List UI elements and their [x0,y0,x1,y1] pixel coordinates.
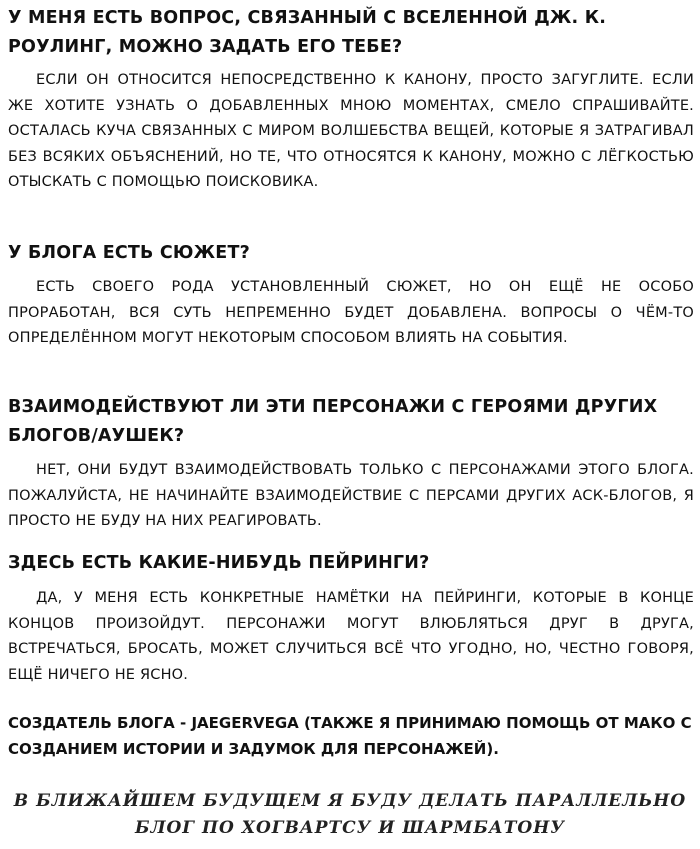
faq-question-4: ЗДЕСЬ ЕСТЬ КАКИЕ-НИБУДЬ ПЕЙРИНГИ? [8,553,430,573]
faq-answer-1: ЕСЛИ ОН ОТНОСИТСЯ НЕПОСРЕДСТВЕННО К КАНОНУ, ПРОСТО ЗАГУГЛИТЕ. ЕСЛИ ЖЕ ХОТИТЕ УЗНАТЬ О ДОБАВЛЕННЫХ МНОЮ МОМЕНТАХ, СМЕЛО СПРАШИВАЙТЕ. ОСТАЛАСЬ КУЧА СВЯЗАННЫХ С МИРОМ ВОЛШЕБСТВА ВЕЩЕЙ, КОТОРЫЕ Я ЗАТРАГИВАЛ БЕЗ ВСЯКИХ ОБЪЯСНЕНИЙ, НО ТЕ, ЧТО ОТНОСЯТСЯ К КАНОНУ, МОЖНО С ЛЁГКОСТЬЮ ОТЫСКАТЬ С ПОМОЩЬЮ ПОИСКОВИКА. [8,72,694,190]
blog-credit: СОЗДАТЕЛЬ БЛОГА - JAEGERVEGA (ТАКЖЕ Я ПРИНИМАЮ ПОМОЩЬ ОТ МАКО С СОЗДАНИЕМ ИСТОРИИ И ЗАДУМОК ДЛЯ ПЕРСОНАЖЕЙ). [8,714,692,758]
faq-question-3: ВЗАИМОДЕЙСТВУЮТ ЛИ ЭТИ ПЕРСОНАЖИ С ГЕРОЯМИ ДРУГИХ БЛОГОВ/АУШЕК? [8,397,658,446]
faq-answer-4: ДА, У МЕНЯ ЕСТЬ КОНКРЕТНЫЕ НАМЁТКИ НА ПЕЙРИНГИ, КОТОРЫЕ В КОНЦЕ КОНЦОВ ПРОИЗОЙДУТ. ПЕРСОНАЖИ МОГУТ ВЛЮБЛЯТЬСЯ ДРУГ В ДРУГА, ВСТРЕЧАТЬСЯ, БРОСАТЬ, МОЖЕТ СЛУЧИТЬСЯ ВСЁ ЧТО УГОДНО, НО, ЧЕСТНО ГОВОРЯ, ЕЩЁ НИЧЕГО НЕ ЯСНО. [8,590,694,683]
faq-answer-2: ЕСТЬ СВОЕГО РОДА УСТАНОВЛЕННЫЙ СЮЖЕТ, НО ОН ЕЩЁ НЕ ОСОБО ПРОРАБОТАН, ВСЯ СУТЬ НЕПРЕМЕННО БУДЕТ ДОБАВЛЕНА. ВОПРОСЫ О ЧЁМ-ТО ОПРЕДЕЛЁННОМ МОГУТ НЕКОТОРЫМ СПОСОБОМ ВЛИЯТЬ НА СОБЫТИЯ. [8,279,694,346]
footer-note: В БЛИЖАЙШЕМ БУДУЩЕМ Я БУДУ ДЕЛАТЬ ПАРАЛЛЕЛЬНО БЛОГ ПО ХОГВАРТСУ И ШАРМБАТОНУ [13,791,687,838]
faq-question-2: У БЛОГА ЕСТЬ СЮЖЕТ? [8,243,250,263]
faq-question-1: У МЕНЯ ЕСТЬ ВОПРОС, СВЯЗАННЫЙ С ВСЕЛЕННОЙ ДЖ. К. РОУЛИНГ, МОЖНО ЗАДАТЬ ЕГО ТЕБЕ? [8,8,607,57]
faq-answer-3: НЕТ, ОНИ БУДУТ ВЗАИМОДЕЙСТВОВАТЬ ТОЛЬКО С ПЕРСОНАЖАМИ ЭТОГО БЛОГА. ПОЖАЛУЙСТА, НЕ НАЧИНАЙТЕ ВЗАИМОДЕЙСТВИЕ С ПЕРСАМИ ДРУГИХ АСК-БЛОГОВ, Я ПРОСТО НЕ БУДУ НА НИХ РЕАГИРОВАТЬ. [8,462,694,529]
